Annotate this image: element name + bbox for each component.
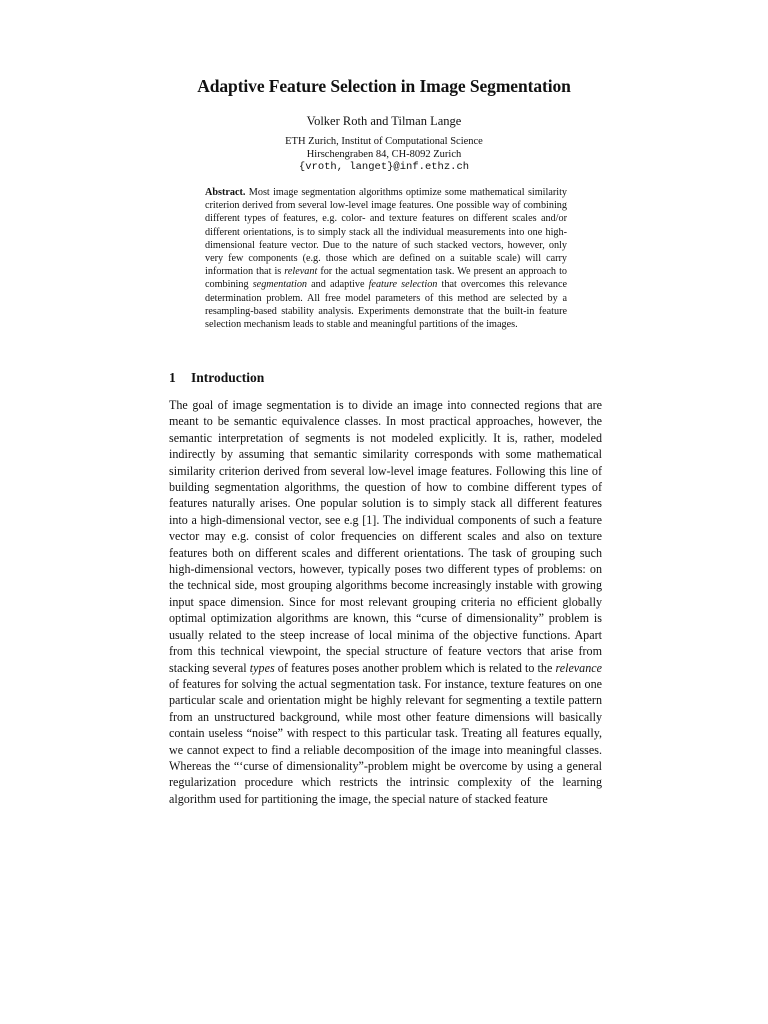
- introduction-body: [169, 397, 602, 807]
- abstract-emphasis-feature-selection: feature selection: [368, 279, 438, 291]
- abstract-emphasis-segmentation: segmentation: [252, 279, 308, 291]
- intro-emphasis-types: types: [249, 660, 275, 675]
- intro-text-1: The goal of image segmentation is to divide an image into connected regions that are meant to be semantic equivalence classes. In most practical approaches, however, the semantic interpretation of segments is not modeled explicitly. It is, rather, modeled indirectly by assuming that semantic similarity corresponds with some mathematical similarity criterion derived from several low-level image features. Following this line of building segmentation algorithms, the question of how to combine different types of features naturally arises. One popular solution is to simply stack all different features into a high-dimensional vector, see e.g [1]. The individual components of such a feature vector may e.g. consist of color frequencies on different scales and also on texture features both on different scales and different orientations. The task of grouping such high-dimensional vectors, however, typically poses two different types of problems: on the technical side, most grouping algorithms become increasingly instable with growing input space dimension. Since for most relevant grouping criteria no efficient globally optimal optimization algorithms are known, this “curse of dimensionality” problem is usually related to the steep increase of local minima of the objective functions. Apart from this technical viewpoint, the special structure of feature vectors that arise from stacking several: [169, 398, 602, 675]
- affiliation-address: Hirschengraben 84, CH-8092 Zurich: [306, 149, 462, 160]
- abstract-text-3: and adaptive: [307, 279, 369, 291]
- author-email: {vroth, langet}@inf.ethz.ch: [298, 161, 470, 173]
- intro-text-3: of features for solving the actual segmentation task. For instance, texture features on one particular scale and orientation might be highly relevant for segmenting a textile pattern from an unstructured background, while most other feature dimensions will basically contain useless “noise” with respect to this particular task. Treating all features equally, we cannot expect to find a reliable decomposition of the image into meaningful classes. Whereas the “‘curse of dimensionality”-problem might be overcome by using a general regularization procedure which restricts the intrinsic complexity of the learning algorithm used for partitioning the image, the special nature of stacked feature: [169, 676, 602, 806]
- abstract-text-1: Most image segmentation algorithms optimize some mathematical similarity criterion derived from several low-level image features. One possible way of combining different types of features, e.g. color- and texture features on different scales and/or different orientations, is to simply stack all the individual measurements into one high-dimensional feature vector. Due to the nature of such stacked vectors, however, only very few components (e.g. those which are defined on a suitable scale) will carry information that is: [205, 187, 567, 278]
- intro-text-2: of features poses another problem which is related to the: [274, 660, 556, 675]
- section-title: Introduction: [191, 370, 265, 385]
- affiliation-institute: ETH Zurich, Institut of Computational Science: [285, 136, 483, 147]
- abstract: [205, 186, 567, 331]
- section-number: 1: [169, 370, 176, 385]
- abstract-emphasis-relevant: relevant: [284, 266, 318, 278]
- intro-emphasis-relevance: relevance: [555, 660, 603, 675]
- paper-title: Adaptive Feature Selection in Image Segmentation: [197, 76, 571, 96]
- abstract-text-2: for the actual segmentation task. We present an approach to combining: [205, 266, 567, 291]
- paper-authors: Volker Roth and Tilman Lange: [306, 114, 462, 128]
- section-heading-introduction: [169, 370, 264, 386]
- abstract-label: Abstract.: [205, 187, 246, 198]
- abstract-text-4: that overcomes this relevance determination problem. All free model parameters of this method are selected by a resampling-based stability analysis. Experiments demonstrate that the built-in feature selection mechanism leads to stable and meaningful partitions of the images.: [205, 279, 568, 331]
